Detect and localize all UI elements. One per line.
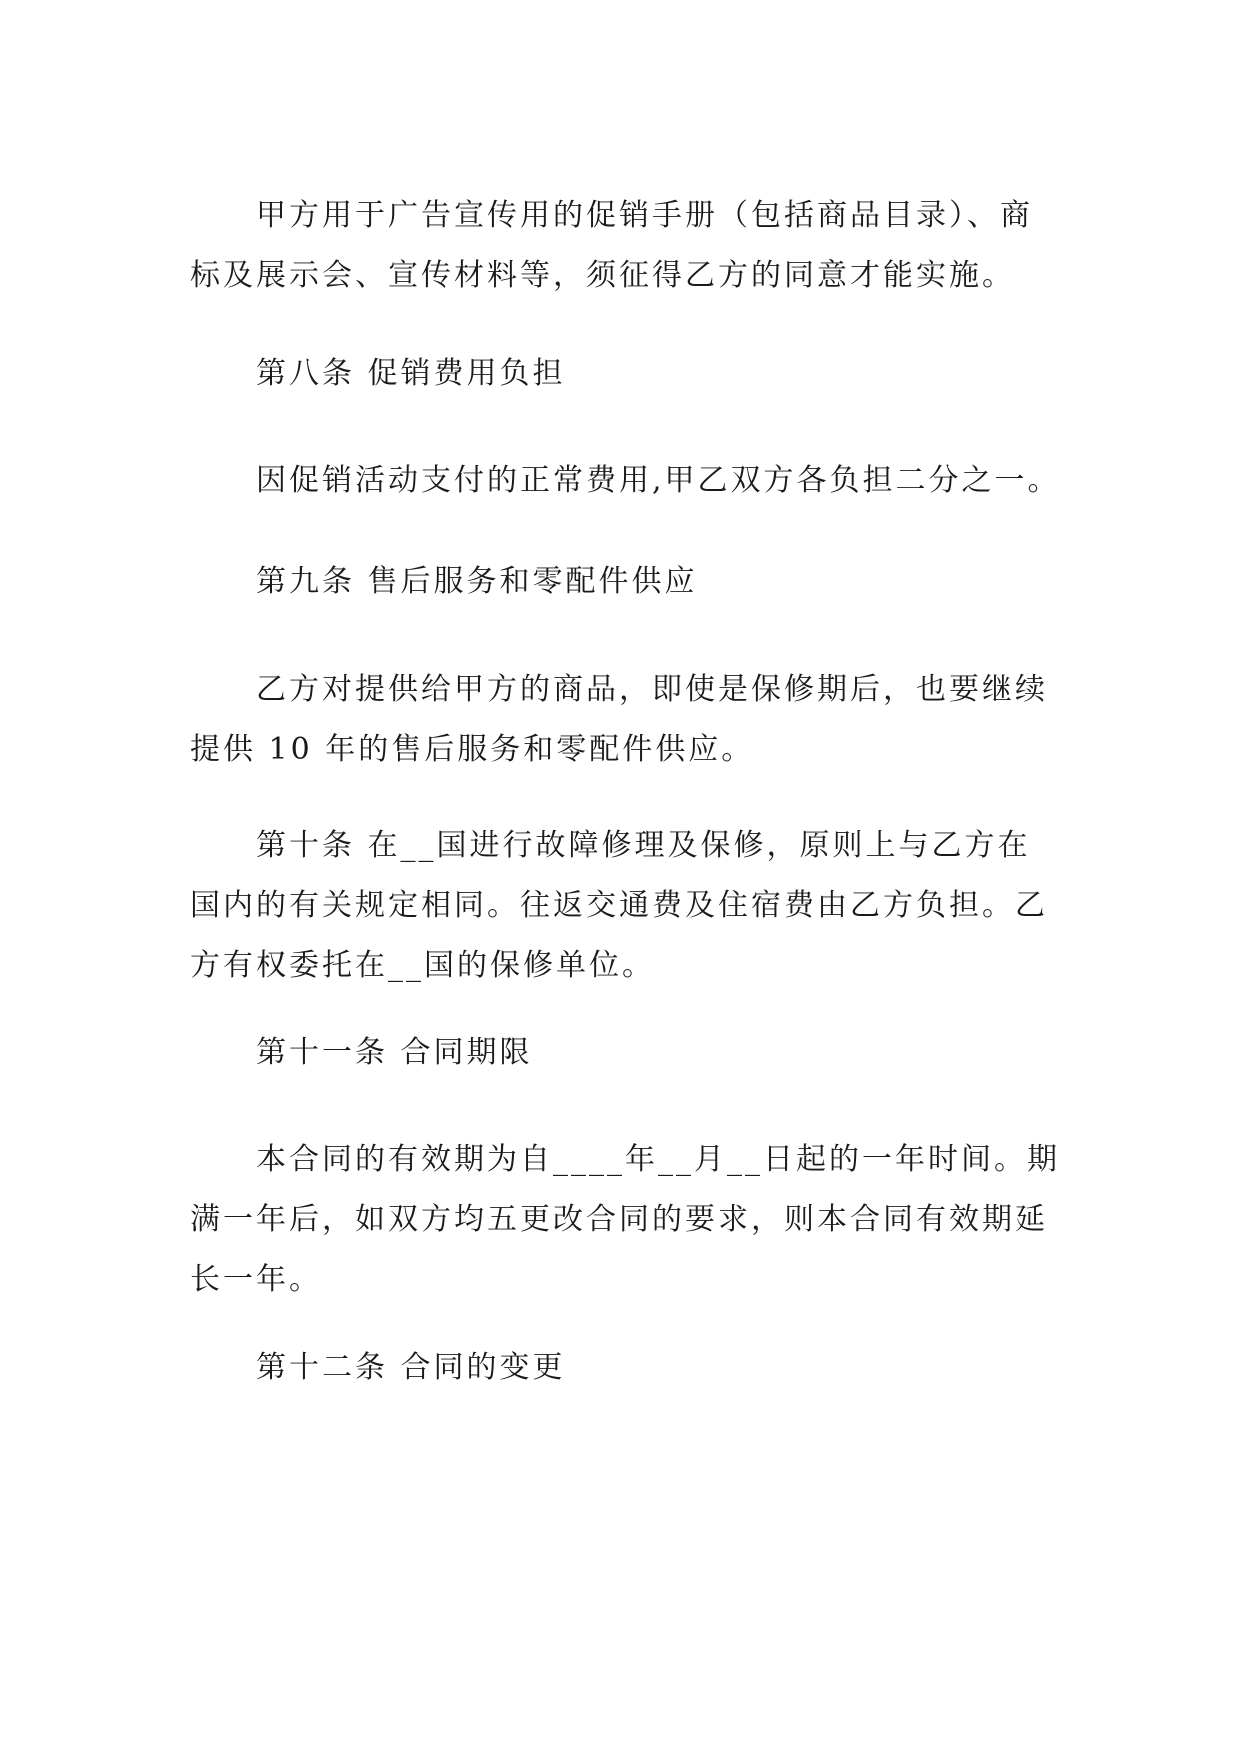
text-line: 提供 10 年的售后服务和零配件供应。 bbox=[190, 732, 755, 767]
text-line: 标及展示会、宣传材料等，须征得乙方的同意才能实施。 bbox=[190, 258, 1015, 293]
article-8-heading bbox=[190, 344, 1050, 404]
heading-line: 第九条 售后服务和零配件供应 bbox=[256, 564, 698, 599]
text-line: 长一年。 bbox=[190, 1262, 322, 1297]
text-line: 满一年后，如双方均五更改合同的要求，则本合同有效期延 bbox=[190, 1202, 1048, 1237]
heading-line: 第八条 促销费用负担 bbox=[256, 356, 566, 391]
text-line: 本合同的有效期为自____年__月__日起的一年时间。期 bbox=[256, 1142, 1060, 1177]
heading-line: 第十二条 合同的变更 bbox=[256, 1350, 566, 1385]
text-line: 甲方用于广告宣传用的促销手册（包括商品目录）、商 bbox=[256, 198, 1033, 233]
text-line: 乙方对提供给甲方的商品，即使是保修期后，也要继续 bbox=[256, 672, 1048, 707]
text-line: 方有权委托在__国的保修单位。 bbox=[190, 948, 655, 983]
article-8-body bbox=[190, 451, 1061, 511]
heading-line: 第十一条 合同期限 bbox=[256, 1035, 533, 1070]
text-line: 第十条 在__国进行故障修理及保修，原则上与乙方在 bbox=[256, 828, 1031, 863]
article-9-heading bbox=[190, 552, 1050, 612]
article-9-body bbox=[190, 660, 1050, 780]
article-12-heading bbox=[190, 1338, 1050, 1398]
paragraph-promo-materials bbox=[190, 186, 1050, 306]
article-11-heading bbox=[190, 1023, 1050, 1083]
text-line: 国内的有关规定相同。往返交通费及住宿费由乙方负担。乙 bbox=[190, 888, 1048, 923]
article-10-body bbox=[190, 816, 1050, 996]
article-11-body bbox=[190, 1130, 1060, 1310]
text-line: 因促销活动支付的正常费用,甲乙双方各负担二分之一。 bbox=[256, 463, 1061, 498]
